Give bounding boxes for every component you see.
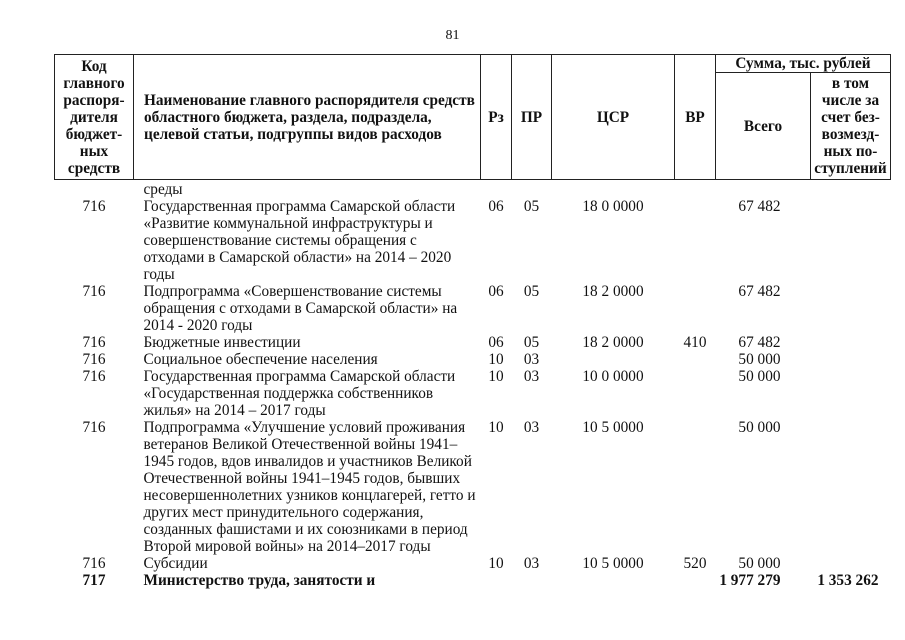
row-total: 50 000 — [738, 555, 781, 572]
header-total: Всего — [716, 73, 811, 180]
row-csr: 10 5 0000 — [582, 555, 644, 572]
row-rz: 06 — [488, 334, 504, 351]
row-pr: 03 — [523, 351, 540, 368]
header-name: Наименование главного распорядителя средств областного бюджета, раздела, подраздела, целевой статьи, подгруппы видов расходов — [134, 55, 481, 180]
table-row — [55, 198, 891, 283]
row-total: 67 482 — [738, 334, 781, 351]
row-gratuitous — [811, 283, 891, 334]
row-total: 50 000 — [738, 351, 781, 368]
header-sum-group: Сумма, тыс. рублей — [716, 55, 891, 73]
row-pr — [512, 180, 552, 199]
row-code: 716 — [82, 368, 106, 385]
row-csr: 10 5 0000 — [582, 419, 644, 436]
row-code: 716 — [82, 334, 106, 351]
row-name: Социальное обеспечение населения — [143, 351, 378, 368]
row-name: Бюджетные инвестиции — [143, 334, 301, 351]
row-vr — [675, 368, 716, 419]
row-pr — [512, 572, 552, 589]
header-code: Код главного распоря-дителя бюджет-ных средств — [55, 55, 134, 180]
row-name: Субсидии — [143, 555, 208, 572]
row-total: 50 000 — [738, 419, 781, 436]
row-rz: 10 — [488, 555, 504, 572]
row-rz: 10 — [488, 368, 504, 385]
row-code — [55, 180, 134, 199]
table-row — [55, 283, 891, 334]
row-code: 716 — [82, 419, 106, 436]
row-vr — [675, 198, 716, 283]
row-csr — [552, 572, 675, 589]
row-rz: 10 — [488, 419, 504, 436]
row-code: 716 — [82, 198, 106, 215]
row-rz: 06 — [488, 283, 504, 300]
row-rz — [481, 180, 512, 199]
table-row — [55, 351, 891, 368]
row-name: Подпрограмма «Совершенствование системы обращения с отходами в Самарской области» на 2014 - 2020 годы — [143, 283, 458, 334]
row-pr: 03 — [523, 368, 540, 385]
row-code: 717 — [82, 572, 106, 589]
row-gratuitous — [811, 351, 891, 368]
row-csr: 18 2 0000 — [582, 334, 644, 351]
table-row — [55, 368, 891, 419]
header-vr: ВР — [675, 55, 716, 180]
row-csr — [552, 180, 675, 199]
header-pr: ПР — [512, 55, 552, 180]
row-csr: 10 0 0000 — [582, 368, 644, 385]
row-name: Подпрограмма «Улучшение условий проживания ветеранов Великой Отечественной войны 1941–1945 годов, вдов инвалидов и участников Великой Отечественной войны 1941–1945 годов, бывших несовершеннолетних узников концлагерей, гетто и других мест принудительного содержания, созданных фашистами и их союзниками в период Второй мировой войны» на 2014–2017 годы — [143, 419, 476, 555]
table-body — [55, 180, 891, 590]
row-pr: 03 — [523, 419, 540, 436]
row-vr — [675, 351, 716, 368]
row-total — [716, 180, 811, 199]
row-gratuitous: 1 353 262 — [817, 572, 879, 589]
row-gratuitous — [811, 555, 891, 572]
row-gratuitous — [811, 334, 891, 351]
header-gratuitous: в том числе за счет без-возмезд-ных по-ступлений — [811, 73, 891, 180]
row-rz — [481, 572, 512, 589]
table-row — [55, 419, 891, 555]
row-name: среды — [143, 181, 183, 198]
row-rz: 10 — [488, 351, 504, 368]
row-code: 716 — [82, 351, 106, 368]
row-vr: 520 — [683, 555, 707, 572]
row-gratuitous — [811, 198, 891, 283]
budget-table — [54, 54, 891, 589]
table-row — [55, 555, 891, 572]
row-total: 67 482 — [738, 283, 781, 300]
row-pr: 05 — [523, 283, 540, 300]
row-name: Министерство труда, занятости и — [143, 572, 376, 589]
row-csr: 18 0 0000 — [582, 198, 644, 215]
row-name: Государственная программа Самарской области «Государственная поддержка собственников жилья» на 2014 – 2017 годы — [143, 368, 456, 419]
row-gratuitous — [811, 368, 891, 419]
row-csr: 18 2 0000 — [582, 283, 644, 300]
row-name: Государственная программа Самарской области «Развитие коммунальной инфраструктуры и совершенствование системы обращения с отходами в Самарской области» на 2014 – 2020 годы — [143, 198, 456, 283]
row-vr: 410 — [683, 334, 707, 351]
page-number: 81 — [445, 28, 460, 43]
table-row — [55, 334, 891, 351]
header-csr: ЦСР — [552, 55, 675, 180]
row-vr — [675, 572, 716, 589]
row-gratuitous — [811, 419, 891, 555]
row-total: 67 482 — [738, 198, 781, 215]
row-vr — [675, 180, 716, 199]
table-header — [55, 55, 891, 180]
row-pr: 05 — [523, 198, 540, 215]
table-row — [55, 180, 891, 199]
table-row — [55, 572, 891, 589]
row-total: 1 977 279 — [719, 572, 781, 589]
header-rz: Рз — [481, 55, 512, 180]
row-code: 716 — [82, 283, 106, 300]
row-code: 716 — [82, 555, 106, 572]
row-csr — [552, 351, 675, 368]
row-rz: 06 — [488, 198, 504, 215]
row-pr: 03 — [523, 555, 540, 572]
row-gratuitous — [811, 180, 891, 199]
row-pr: 05 — [523, 334, 540, 351]
row-vr — [675, 283, 716, 334]
row-vr — [675, 419, 716, 555]
row-total: 50 000 — [738, 368, 781, 385]
